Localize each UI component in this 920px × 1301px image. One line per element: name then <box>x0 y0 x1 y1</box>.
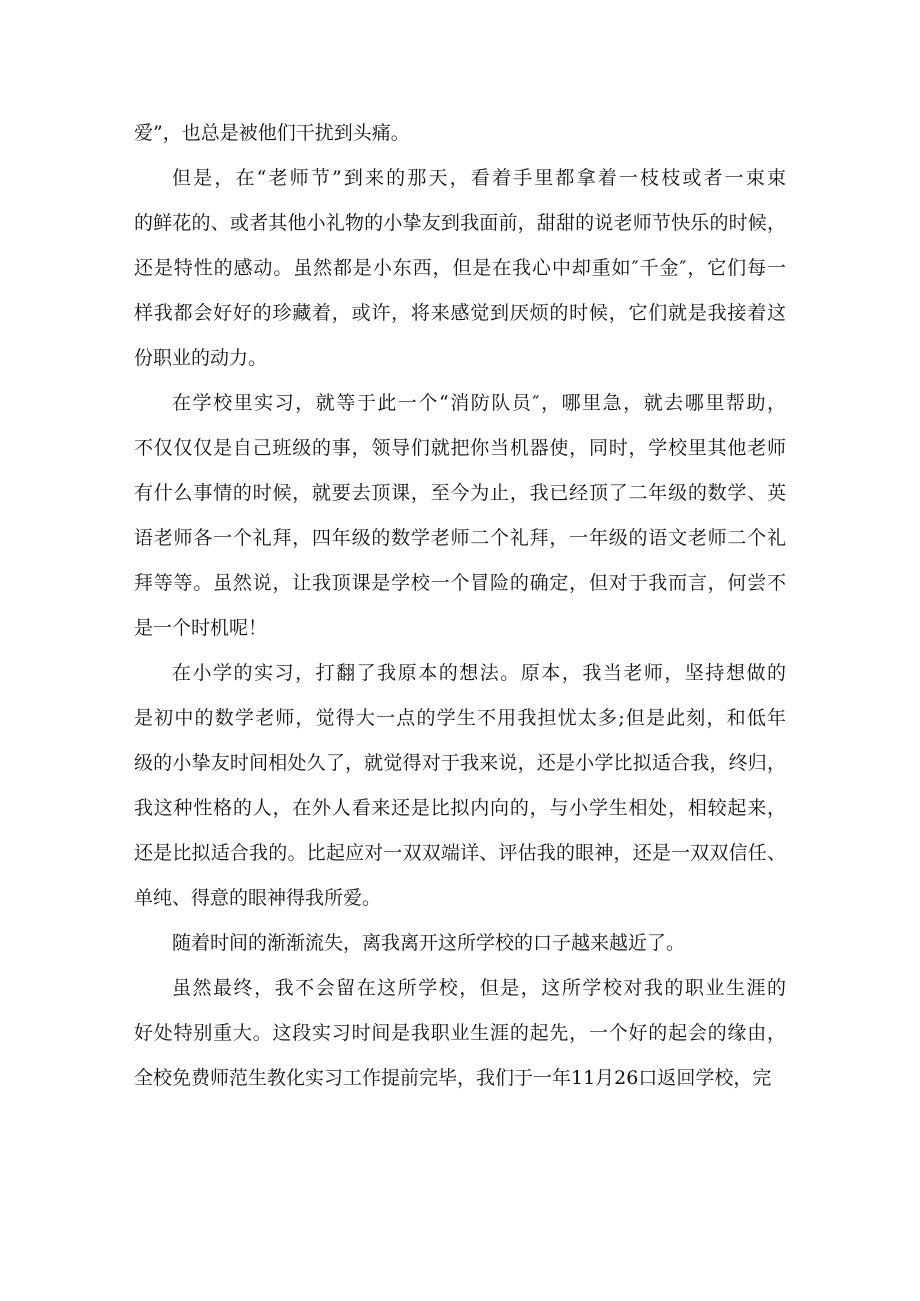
text-line: 虽然最终，我不会留在这所学校，但是，这所学校对我的职业生涯的 <box>172 977 786 999</box>
paragraph-teachers-day <box>134 156 786 381</box>
text-line: 是一个时机呢！ <box>134 617 268 639</box>
text-line: 级的小挚友时间相处久了，就觉得对于我来说，还是小学比拟适合我，终归， <box>134 752 786 774</box>
text-line: 随着时间的渐渐流失，离我离开这所学校的口子越来越近了。 <box>172 932 686 954</box>
text-line: 样我都会好好的珍藏着，或许，将来感觉到厌烦的时候，它们就是我接着这 <box>134 302 786 324</box>
text-line: 但是，在“老师节”到来的那天，看着手里都拿着一枝枝或者一束束 <box>172 167 786 189</box>
document-body <box>134 111 786 1101</box>
paragraph-firefighter <box>134 381 786 651</box>
paragraph-conclusion <box>134 966 786 1101</box>
text-line: 爱”，也总是被他们干扰到头痛。 <box>134 122 410 144</box>
text-line: 还是比拟适合我的。比起应对一双双端详、评估我的眼神，还是一双双信任、 <box>134 842 786 864</box>
text-line: 是初中的数学老师，觉得大一点的学生不用我担忧太多;但是此刻，和低年 <box>134 707 786 729</box>
text-line: 份职业的动力。 <box>134 347 268 369</box>
text-line: 不仅仅仅是自己班级的事，领导们就把你当机器使，同时，学校里其他老师 <box>134 437 786 459</box>
text-line: 我这种性格的人，在外人看来还是比拟内向的，与小学生相处，相较起来， <box>134 797 786 819</box>
paragraph-primary-school <box>134 651 786 921</box>
text-line: 在学校里实习，就等于此一个“消防队员″，哪里急，就去哪里帮助， <box>172 392 786 414</box>
text-line: 好处特别重大。这段实习时间是我职业生涯的起先，一个好的起会的缘由， <box>134 1022 786 1044</box>
paragraph-time-passing <box>134 921 786 966</box>
text-line: 全校免费师范生教化实习工作提前完毕，我们于一年11月26口返回学校，完 <box>134 1067 772 1089</box>
text-line: 在小学的实习，打翻了我原本的想法。原本，我当老师，坚持想做的 <box>172 662 786 684</box>
text-line: 拜等等。虽然说，让我顶课是学校一个冒险的确定，但对于我而言，何尝不 <box>134 572 786 594</box>
text-line: 语老师各一个礼拜，四年级的数学老师二个礼拜，一年级的语文老师二个礼 <box>134 527 786 549</box>
text-line: 还是特性的感动。虽然都是小东西，但是在我心中却重如″千金″，它们每一 <box>134 257 786 279</box>
text-line: 的鲜花的、或者其他小礼物的小挚友到我面前，甜甜的说老师节快乐的时候， <box>134 212 786 234</box>
text-line: 有什么事情的时候，就要去顶课，至今为止，我已经顶了二年级的数学、英 <box>134 482 786 504</box>
text-line: 单纯、得意的眼神得我所爱。 <box>134 887 382 909</box>
paragraph-continuation <box>134 111 786 156</box>
